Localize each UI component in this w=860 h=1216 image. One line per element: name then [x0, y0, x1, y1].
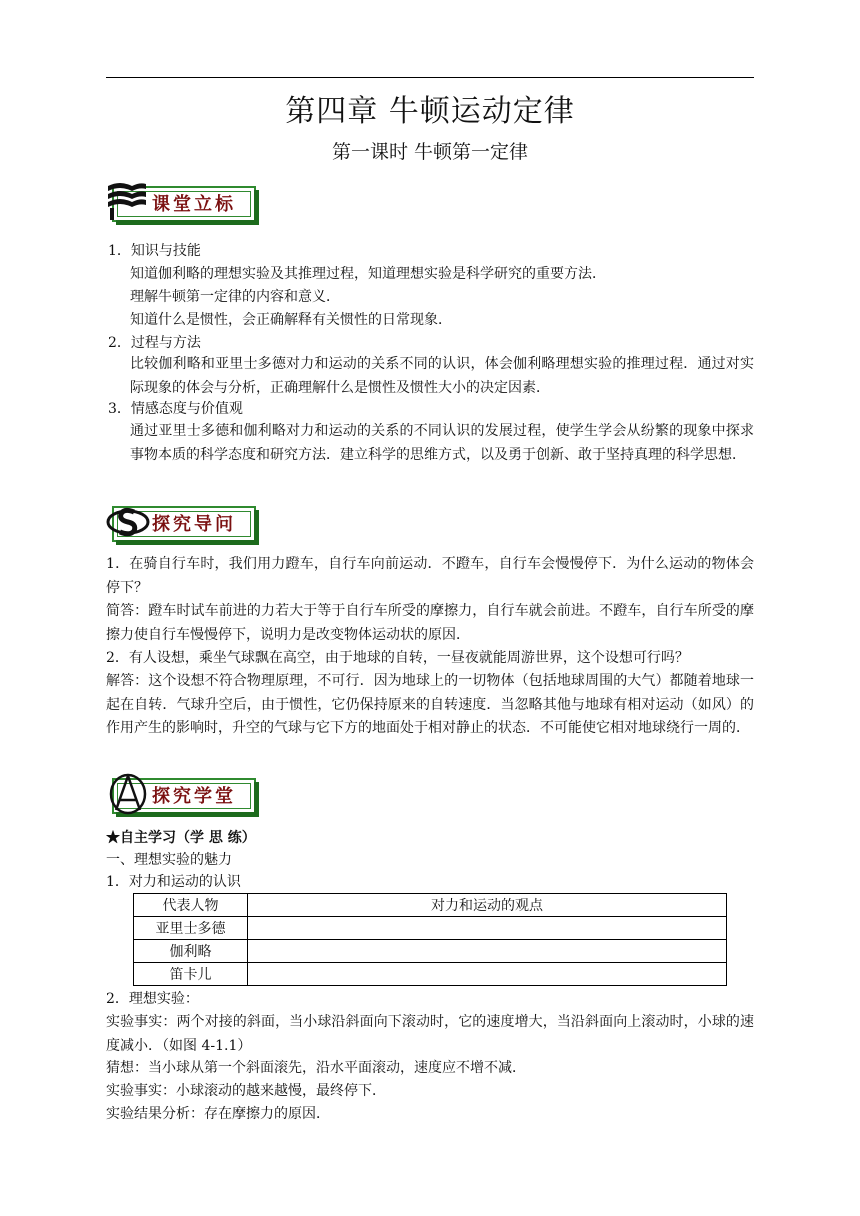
s-emblem-icon: [106, 500, 154, 544]
table-cell-view: [248, 963, 727, 986]
lesson-title: 第一课时 牛顿第一定律: [331, 141, 529, 163]
inquiry-banner: [106, 500, 258, 548]
self-study-heading: ★自主学习（学 思 练）: [106, 830, 256, 846]
table-header-cell: 对力和运动的观点: [248, 894, 727, 917]
force-motion-table: [133, 893, 727, 986]
experiment-fact: 实验事实：小球滚动的越来越慢，最终停下．: [106, 1083, 386, 1099]
table-row: [134, 940, 727, 963]
classroom-banner-label: 探究学堂: [152, 786, 236, 807]
table-cell-view: [248, 917, 727, 940]
chapter-title: 第四章 牛顿运动定律: [285, 94, 575, 129]
compass-icon: [106, 772, 154, 816]
objective-line: 知道伽利略的理想实验及其推理过程，知道理想实验是科学研究的重要方法．: [130, 266, 606, 282]
item-heading: 2．理想实验：: [106, 991, 199, 1007]
table-row: [134, 963, 727, 986]
classroom-banner: [106, 772, 258, 820]
objective-heading-2: 2．过程与方法: [108, 335, 201, 351]
inquiry-banner-label: 探究导问: [152, 514, 236, 535]
table-cell-person: 伽利略: [134, 940, 248, 963]
objectives-banner: [106, 180, 258, 228]
objective-heading-3: 3．情感态度与价值观: [108, 401, 243, 417]
inquiry-question-1: 1．在骑自行车时，我们用力蹬车，自行车向前运动．不蹬车，自行车会慢慢停下．为什么运动的物体会停下？: [106, 556, 754, 596]
objective-paragraph: 通过亚里士多德和伽利略对力和运动的关系的不同认识的发展过程，使学生学会从纷繁的现象中探求事物本质的科学态度和研究方法．建立科学的思维方式，以及勇于创新、敢于坚持真理的科学思想．: [130, 423, 754, 463]
table-cell-person: 亚里士多德: [134, 917, 248, 940]
result-analysis: 实验结果分析：存在摩擦力的原因．: [106, 1106, 330, 1122]
hypothesis: 猜想：当小球从第一个斜面滚先，沿水平面滚动，速度应不增不减．: [106, 1060, 526, 1076]
table-cell-view: [248, 940, 727, 963]
inquiry-question-2: 2．有人设想，乘坐气球飘在高空，由于地球的自转，一昼夜就能周游世界，这个设想可行吗？: [106, 650, 689, 666]
objective-heading-1: 1．知识与技能: [108, 243, 201, 259]
part-heading: 一、理想实验的魅力: [106, 852, 232, 868]
objective-paragraph: 比较伽利略和亚里士多德对力和运动的关系不同的认识，体会伽利略理想实验的推理过程．通过对实际现象的体会与分析，正确理解什么是惯性及惯性大小的决定因素．: [130, 356, 754, 396]
book-stack-icon: [106, 180, 154, 224]
header-rule: [106, 77, 754, 78]
table-cell-person: 笛卡儿: [134, 963, 248, 986]
table-header-row: [134, 894, 727, 917]
inquiry-answer-2: 解答：这个设想不符合物理原理，不可行．因为地球上的一切物体（包括地球周围的大气）都随着地球一起在自转．气球升空后，由于惯性，它仍保持原来的自转速度．当忽略其他与地球有相对运动（如风）的作用产生的影响时，升空的气球与它下方的地面处于相对静止的状态．不可能使它相对地球绕行一周的．: [106, 673, 754, 736]
table-header-cell: 代表人物: [134, 894, 248, 917]
item-heading: 1．对力和运动的认识: [106, 874, 241, 890]
objectives-banner-label: 课堂立标: [152, 194, 236, 215]
objective-line: 理解牛顿第一定律的内容和意义．: [130, 289, 340, 305]
objective-line: 知道什么是惯性，会正确解释有关惯性的日常现象．: [130, 312, 452, 328]
experiment-fact: 实验事实：两个对接的斜面，当小球沿斜面向下滚动时，它的速度增大，当沿斜面向上滚动时，小球的速度减小．（如图 4-1.1）: [106, 1014, 754, 1054]
inquiry-answer-1: 简答：蹬车时试车前进的力若大于等于自行车所受的摩擦力，自行车就会前进。不蹬车，自行车所受的摩擦力使自行车慢慢停下，说明力是改变物体运动状的原因．: [106, 603, 754, 643]
table-row: [134, 917, 727, 940]
